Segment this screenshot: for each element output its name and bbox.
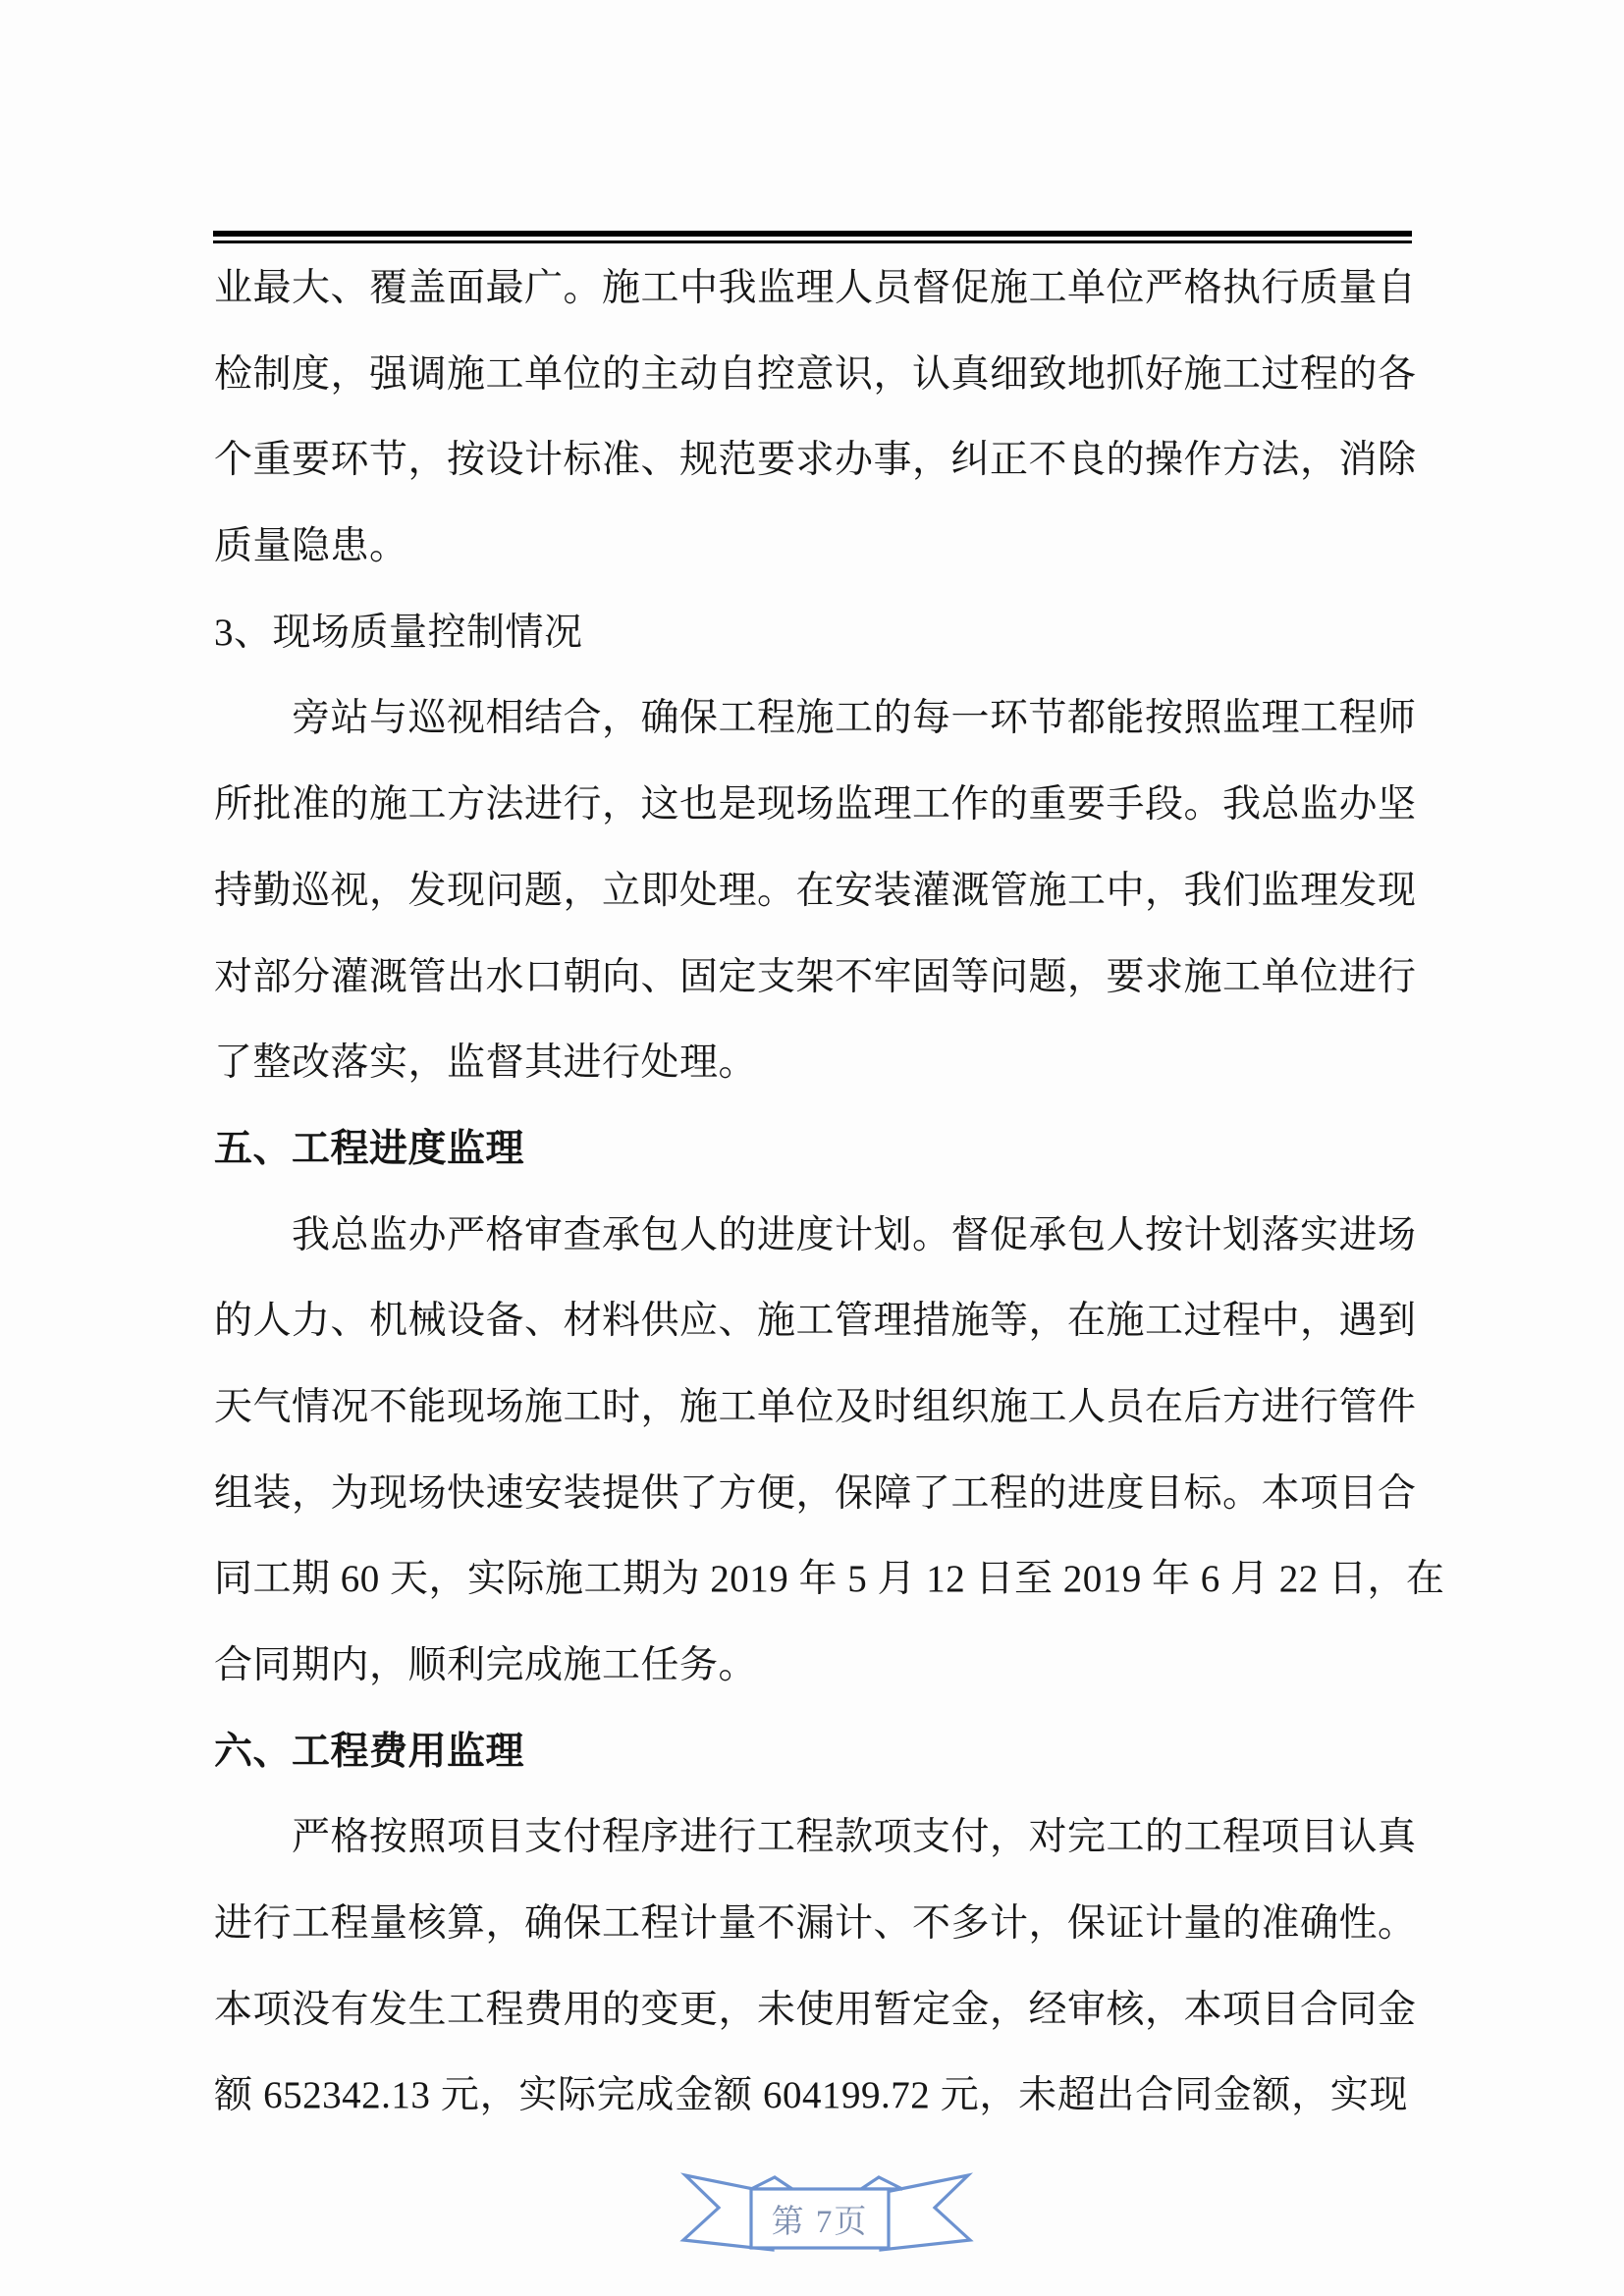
text-line: 六、工程费用监理 bbox=[214, 1730, 525, 1773]
text-line: 我总监办严格审查承包人的进度计划。督促承包人按计划落实进场 bbox=[292, 1213, 1417, 1256]
text-line: 了整改落实，监督其进行处理。 bbox=[214, 1041, 758, 1085]
text-line: 个重要环节，按设计标准、规范要求办事，纠正不良的操作方法，消除 bbox=[214, 439, 1417, 482]
header-divider bbox=[213, 231, 1412, 243]
text-line: 检制度，强调施工单位的主动自控意识，认真细致地抓好施工过程的各 bbox=[214, 352, 1417, 396]
text-line: 严格按照项目支付程序进行工程款项支付，对完工的工程项目认真 bbox=[292, 1816, 1417, 1859]
text-line: 额 652342.13 元，实际完成金额 604199.72 元，未超出合同金额，实现 bbox=[214, 2074, 1408, 2117]
text-line: 进行工程量核算，确保工程计量不漏计、不多计，保证计量的准确性。 bbox=[214, 1902, 1417, 1946]
document-body bbox=[214, 245, 1445, 2139]
text-line: 质量隐患。 bbox=[214, 525, 408, 568]
text-line: 旁站与巡视相结合，确保工程施工的每一环节都能按照监理工程师 bbox=[292, 697, 1417, 740]
text-line: 所批准的施工方法进行，这也是现场监理工作的重要手段。我总监办坚 bbox=[214, 783, 1417, 827]
text-line: 五、工程进度监理 bbox=[214, 1127, 525, 1170]
text-line: 业最大、覆盖面最广。施工中我监理人员督促施工单位严格执行质量自 bbox=[214, 267, 1417, 309]
text-line: 3、现场质量控制情况 bbox=[214, 611, 583, 654]
text-line: 组装，为现场快速安装提供了方便，保障了工程的进度目标。本项目合 bbox=[214, 1471, 1417, 1515]
text-line: 持勤巡视，发现问题，立即处理。在安装灌溉管施工中，我们监理发现 bbox=[214, 869, 1417, 912]
text-line: 同工期 60 天，实际施工期为 2019 年 5 月 12 日至 2019 年 6 月 22 日，在 bbox=[214, 1558, 1445, 1601]
text-line: 天气情况不能现场施工时，施工单位及时组织施工人员在后方进行管件 bbox=[214, 1385, 1417, 1428]
page-footer bbox=[679, 2171, 974, 2254]
text-line: 的人力、机械设备、材料供应、施工管理措施等，在施工过程中，遇到 bbox=[214, 1300, 1417, 1343]
page-number-label: 第 7页 bbox=[771, 2204, 869, 2240]
text-line: 合同期内，顺利完成施工任务。 bbox=[214, 1644, 758, 1686]
text-line: 本项没有发生工程费用的变更，未使用暂定金，经审核，本项目合同金 bbox=[214, 1988, 1417, 2031]
text-line: 对部分灌溉管出水口朝向、固定支架不牢固等问题，要求施工单位进行 bbox=[214, 955, 1417, 998]
